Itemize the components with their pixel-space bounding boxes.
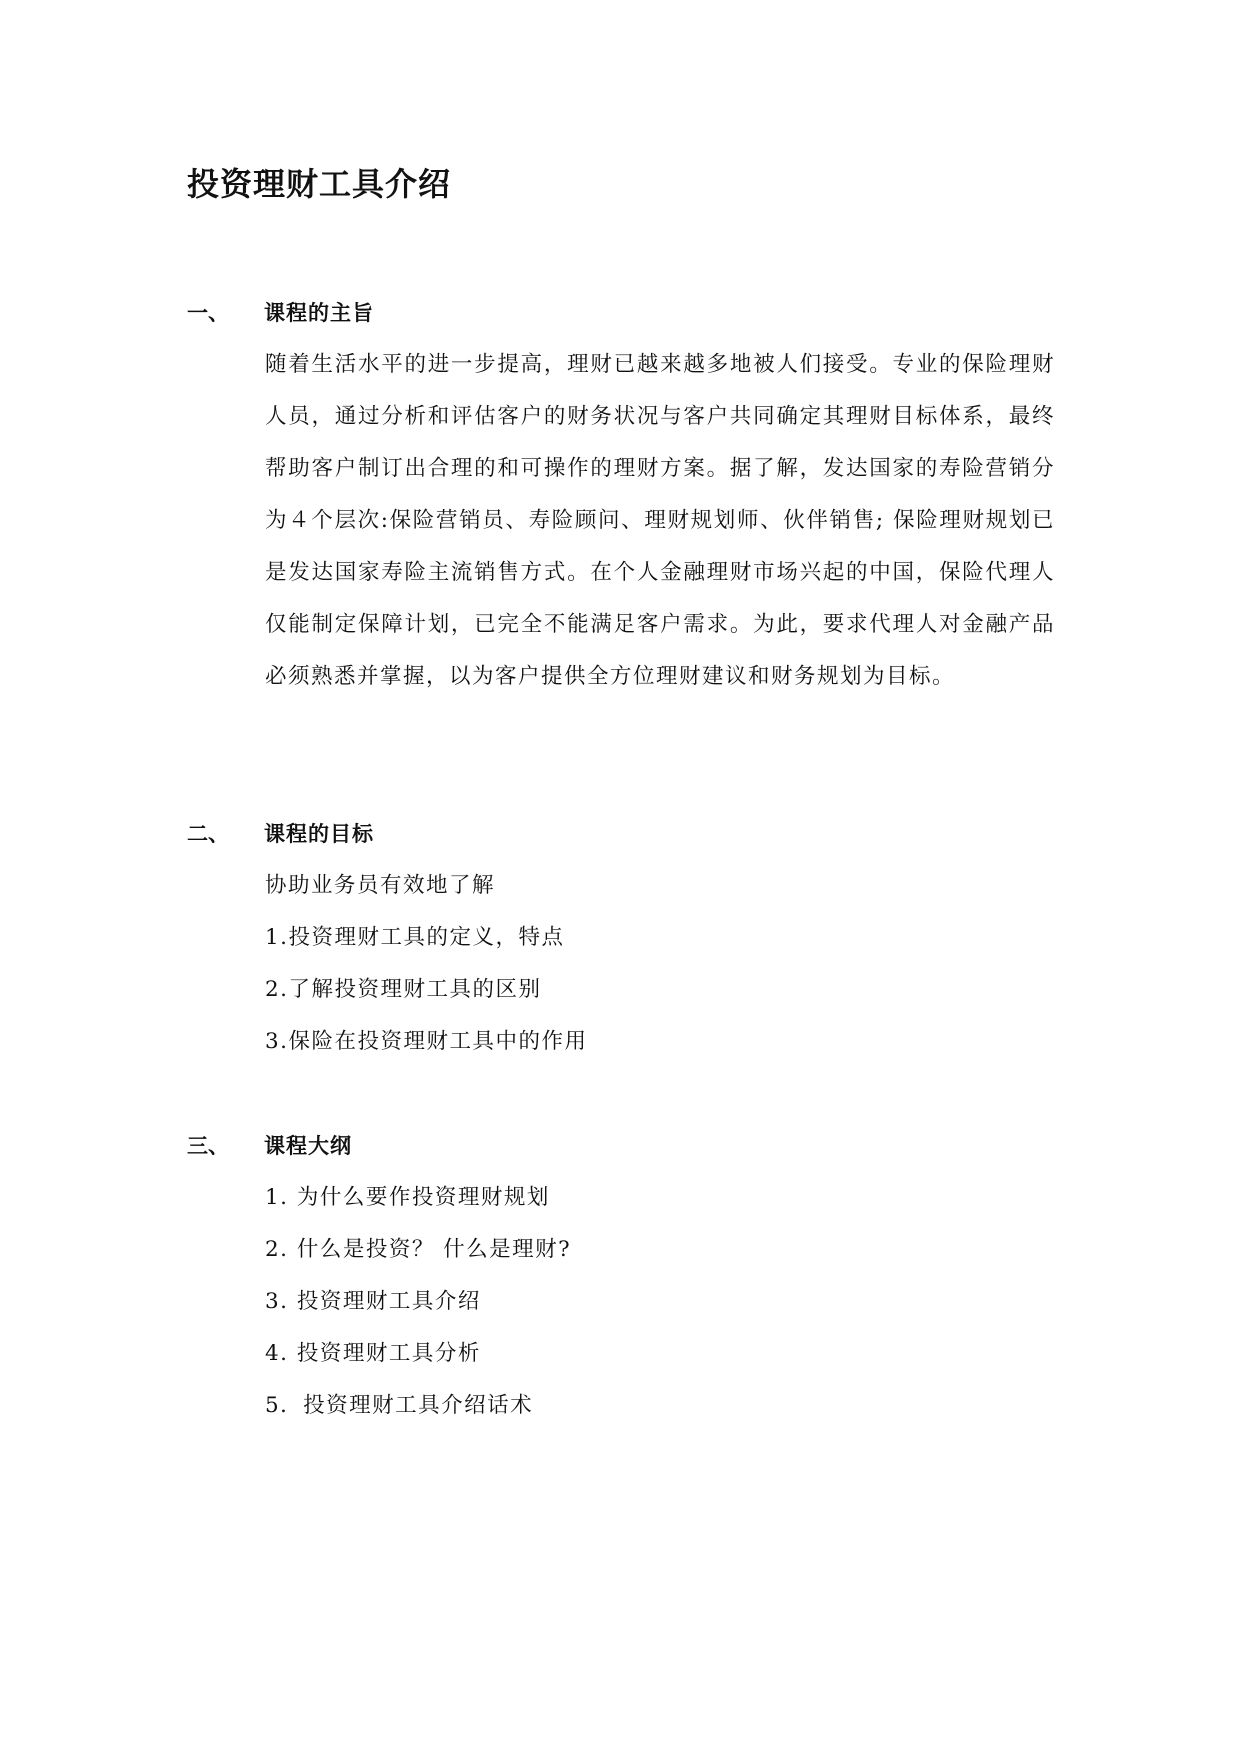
section-title: 课程大纲 bbox=[264, 1133, 352, 1158]
list-item: 2. 什么是投资？ 什么是理财? bbox=[265, 1237, 572, 1262]
list-item: 1.投资理财工具的定义，特点 bbox=[265, 925, 565, 950]
section-body-goals bbox=[265, 860, 1055, 1068]
section-title: 课程的主旨 bbox=[264, 300, 374, 325]
document-title: 投资理财工具介绍 bbox=[187, 165, 452, 203]
list-item: 5．投资理财工具介绍话术 bbox=[265, 1393, 534, 1418]
section-title: 课程的目标 bbox=[264, 821, 374, 846]
section-body-purpose bbox=[265, 339, 1055, 703]
list-item: 4. 投资理财工具分析 bbox=[265, 1341, 481, 1366]
list-item: 2.了解投资理财工具的区别 bbox=[265, 977, 542, 1002]
section-number: 一、 bbox=[187, 300, 229, 325]
list-item: 3. 投资理财工具介绍 bbox=[265, 1289, 481, 1314]
section-heading-outline bbox=[187, 1131, 352, 1161]
section-heading-purpose bbox=[187, 298, 374, 328]
goals-intro: 协助业务员有效地了解 bbox=[265, 873, 496, 898]
list-item: 1. 为什么要作投资理财规划 bbox=[265, 1185, 550, 1210]
section-number: 二、 bbox=[187, 821, 229, 846]
list-item: 3.保险在投资理财工具中的作用 bbox=[265, 1029, 588, 1054]
purpose-paragraph: 随着生活水平的进一步提高，理财已越来越多地被人们接受。专业的保险理财人员，通过分析和评估客户的财务状况与客户共同确定其理财目标体系，最终帮助客户制订出合理的和可操作的理财方案。据了解，发达国家的寿险营销分为４个层次:保险营销员、寿险顾问、理财规划师、伙伴销售; 保险理财规划已是发达国家寿险主流销售方式。在个人金融理财市场兴起的中国，保险代理人仅能制定保障计划，已完全不能满足客户需求。为此，要求代理人对金融产品必须熟悉并掌握，以为客户提供全方位理财建议和财务规划为目标。 bbox=[265, 352, 1055, 689]
section-number: 三、 bbox=[187, 1133, 229, 1158]
section-heading-goals bbox=[187, 819, 374, 849]
section-body-outline bbox=[265, 1172, 1055, 1432]
